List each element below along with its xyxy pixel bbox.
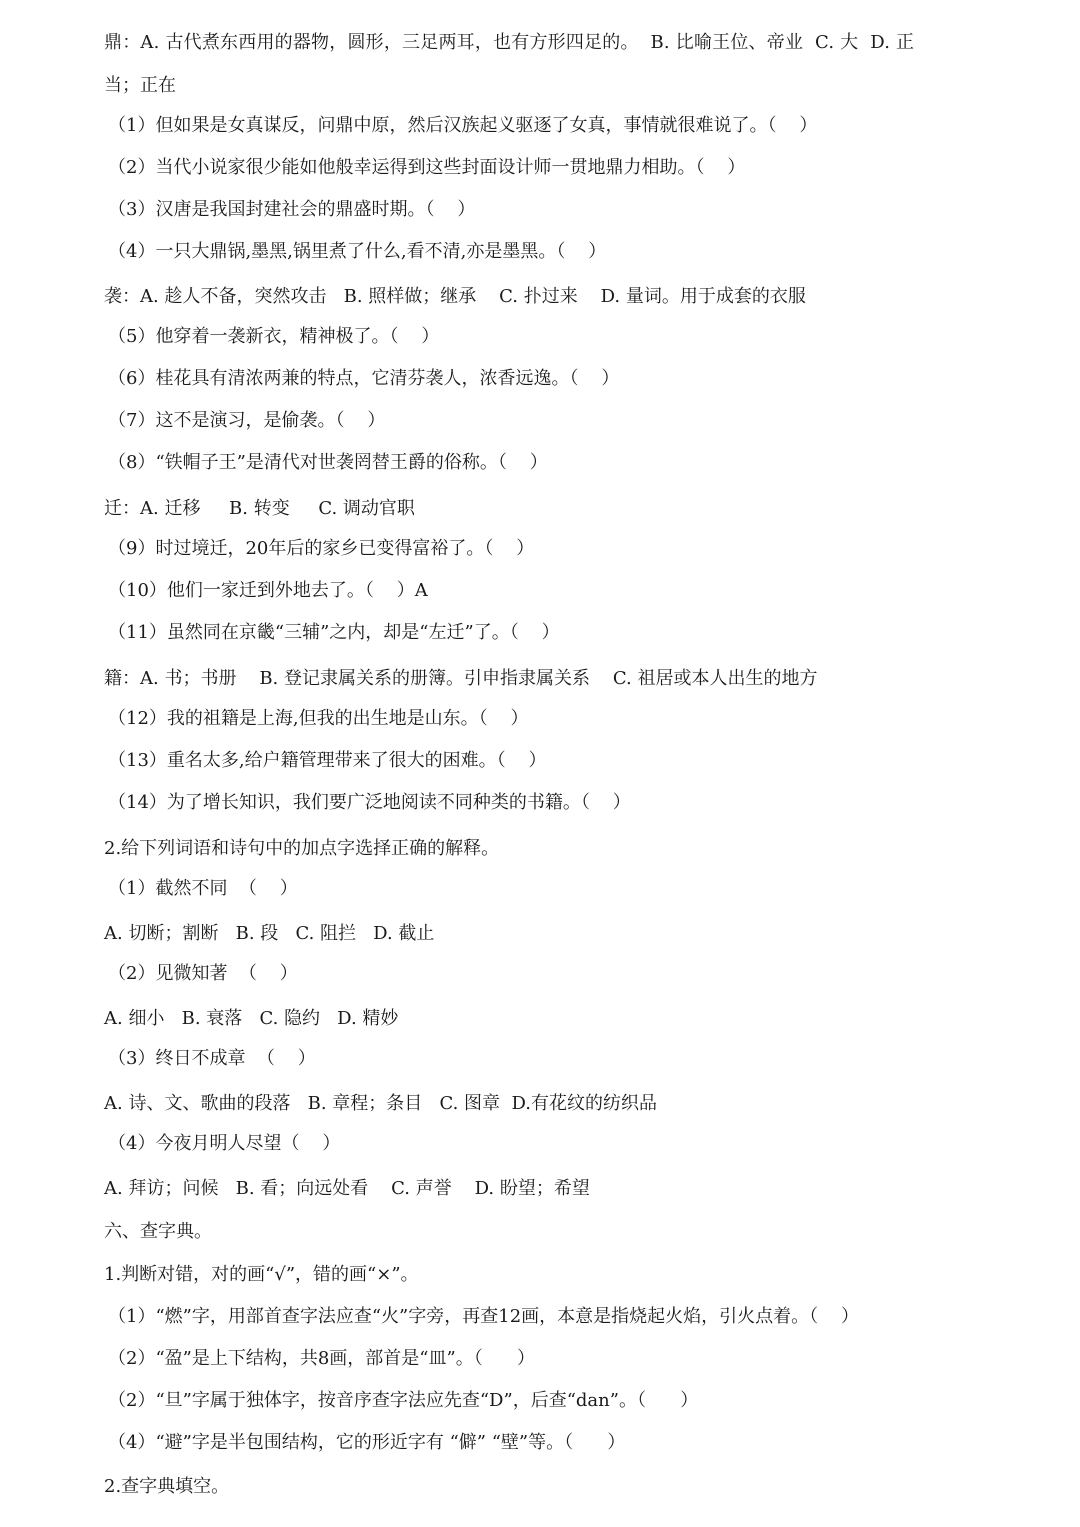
question-2: （2）当代小说家很少能如他般幸运得到这些封面设计师一贯地鼎力相助。（ ） [108,157,746,178]
judge-question-2: （2）“盈”是上下结构，共8画，部首是“皿”。（ ） [108,1348,536,1369]
word-options-1: A. 切断；割断 B. 段 C. 阻拦 D. 截止 [104,923,435,944]
question-9: （9）时过境迁，20年后的家乡已变得富裕了。（ ） [108,538,535,559]
word-options-4: A. 拜访；问候 B. 看；向远处看 C. 声誉 D. 盼望；希望 [104,1178,590,1199]
judge-heading: 1.判断对错，对的画“√”，错的画“×”。 [104,1264,419,1285]
question-4: （4）一只大鼎锅,墨黑,锅里煮了什么,看不清,亦是墨黑。（ ） [108,241,607,262]
word-question-1: （1）截然不同 （ ） [108,878,298,899]
judge-question-3: （2）“旦”字属于独体字，按音序查字法应先查“D”，后查“dan”。（ ） [108,1390,699,1411]
judge-question-4: （4）“避”字是半包围结构，它的形近字有 “僻” “壁”等。（ ） [108,1432,626,1453]
section-2-heading: 2.给下列词语和诗句中的加点字选择正确的解释。 [104,838,500,859]
fill-heading: 2.查字典填空。 [104,1476,230,1497]
entry-ding-definitions-cont: 当；正在 [104,75,176,96]
question-3: （3）汉唐是我国封建社会的鼎盛时期。（ ） [108,199,476,220]
entry-qian-definitions: 迁：A. 迁移 B. 转变 C. 调动官职 [104,498,415,519]
question-11: （11）虽然同在京畿“三辅”之内，却是“左迁”了。（ ） [108,622,560,643]
word-question-3: （3）终日不成章 （ ） [108,1048,316,1069]
word-options-3: A. 诗、文、歌曲的段落 B. 章程；条目 C. 图章 D.有花纹的纺织品 [104,1093,657,1114]
entry-xi-definitions: 袭：A. 趁人不备，突然攻击 B. 照样做；继承 C. 扑过来 D. 量词。用于成套的衣服 [104,286,806,307]
question-10: （10）他们一家迁到外地去了。（ ）A [108,580,428,601]
question-1: （1）但如果是女真谋反，问鼎中原，然后汉族起义驱逐了女真，事情就很难说了。（ ） [108,115,818,136]
question-13: （13）重名太多,给户籍管理带来了很大的困难。（ ） [108,750,547,771]
question-7: （7）这不是演习，是偷袭。（ ） [108,410,386,431]
question-12: （12）我的祖籍是上海,但我的出生地是山东。（ ） [108,708,529,729]
section-6-heading: 六、查字典。 [104,1221,212,1242]
question-5: （5）他穿着一袭新衣，精神极了。（ ） [108,326,440,347]
word-question-4: （4）今夜月明人尽望（ ） [108,1133,341,1154]
judge-question-1: （1）“燃”字，用部首查字法应查“火”字旁，再查12画，本意是指烧起火焰，引火点着。（ ） [108,1306,860,1327]
question-6: （6）桂花具有清浓两兼的特点，它清芬袭人，浓香远逸。（ ） [108,368,620,389]
entry-ji-definitions: 籍：A. 书；书册 B. 登记隶属关系的册簿。引申指隶属关系 C. 祖居或本人出生的地方 [104,668,818,689]
word-question-2: （2）见微知著 （ ） [108,963,298,984]
question-14: （14）为了增长知识，我们要广泛地阅读不同种类的书籍。（ ） [108,792,631,813]
question-8: （8）“铁帽子王”是清代对世袭罔替王爵的俗称。（ ） [108,452,548,473]
entry-ding-definitions: 鼎：A. 古代煮东西用的器物，圆形，三足两耳，也有方形四足的。 B. 比喻王位、帝业 C. 大 D. 正 [104,32,915,53]
word-options-2: A. 细小 B. 衰落 C. 隐约 D. 精妙 [104,1008,399,1029]
